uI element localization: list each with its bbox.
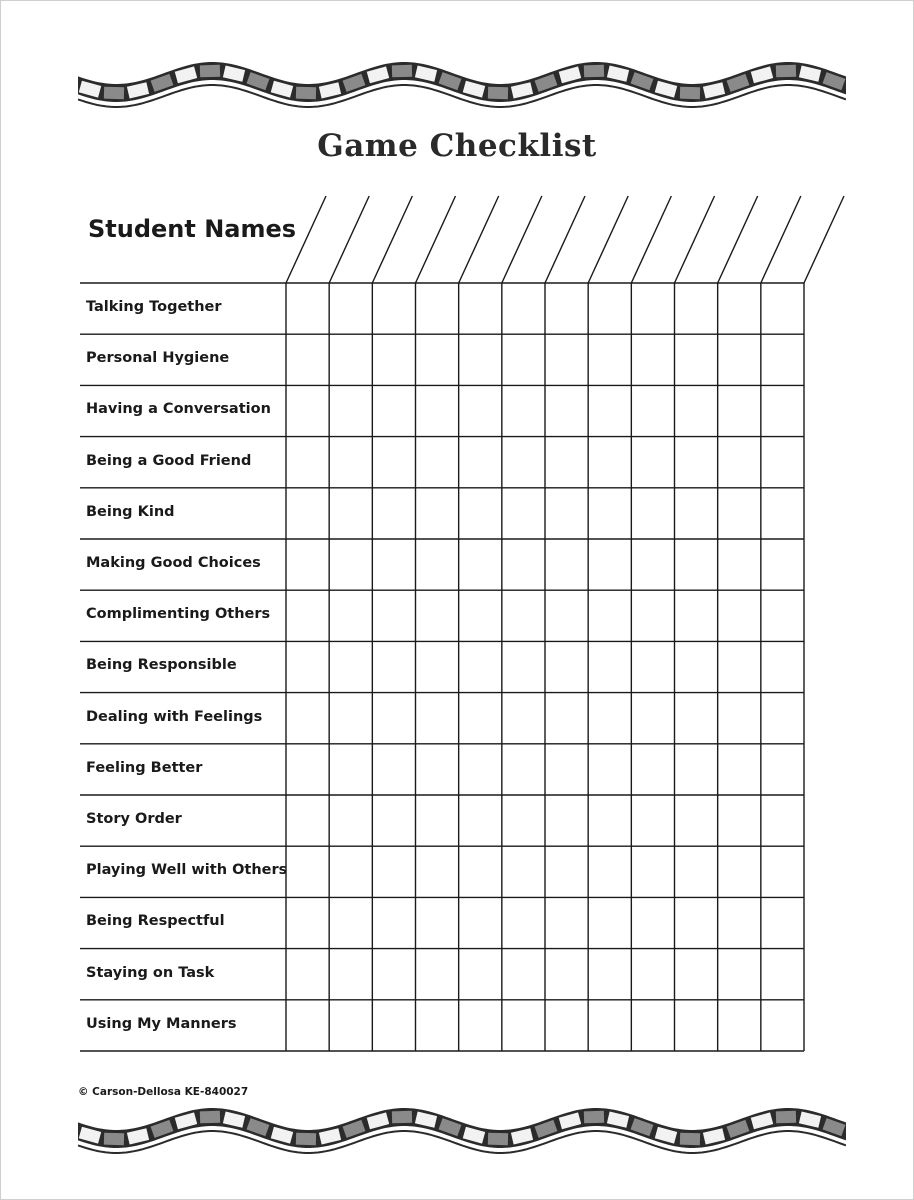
checklist-cell[interactable] xyxy=(676,489,717,538)
checklist-cell[interactable] xyxy=(546,284,587,333)
checklist-cell[interactable] xyxy=(719,284,760,333)
checklist-cell[interactable] xyxy=(546,694,587,743)
checklist-cell[interactable] xyxy=(632,950,673,999)
checklist-cell[interactable] xyxy=(330,694,371,743)
checklist-cell[interactable] xyxy=(719,386,760,435)
checklist-cell[interactable] xyxy=(330,642,371,691)
checklist-cell[interactable] xyxy=(676,335,717,384)
checklist-cell[interactable] xyxy=(762,796,803,845)
checklist-cell[interactable] xyxy=(676,898,717,947)
checklist-cell[interactable] xyxy=(589,847,630,896)
checklist-cell[interactable] xyxy=(417,950,458,999)
checklist-cell[interactable] xyxy=(373,950,414,999)
checklist-cell[interactable] xyxy=(373,1001,414,1050)
skill-row-label: Being Respectful xyxy=(86,913,225,930)
checklist-cell[interactable] xyxy=(546,796,587,845)
checklist-cell[interactable] xyxy=(287,642,328,691)
checklist-cell[interactable] xyxy=(676,745,717,794)
checklist-cell[interactable] xyxy=(762,642,803,691)
checklist-cell[interactable] xyxy=(589,591,630,640)
checklist-cell[interactable] xyxy=(287,591,328,640)
skill-row-label: Having a Conversation xyxy=(86,401,271,418)
wave-checker-block xyxy=(631,1118,654,1136)
checklist-cell[interactable] xyxy=(589,950,630,999)
checklist-cell[interactable] xyxy=(417,694,458,743)
checklist-cell[interactable] xyxy=(460,694,501,743)
checklist-cell[interactable] xyxy=(546,1001,587,1050)
wave-checker-block xyxy=(200,1111,220,1124)
checklist-cell[interactable] xyxy=(719,694,760,743)
wave-checker-block xyxy=(680,1133,700,1146)
student-name-slant-line xyxy=(675,196,715,283)
checklist-cell[interactable] xyxy=(589,540,630,589)
student-name-slant-line xyxy=(416,196,456,283)
checklist-cell[interactable] xyxy=(719,796,760,845)
checklist-cell[interactable] xyxy=(676,950,717,999)
checklist-cell[interactable] xyxy=(460,898,501,947)
wave-checker-block xyxy=(776,1111,796,1124)
checklist-cell[interactable] xyxy=(503,386,544,435)
checklist-cell[interactable] xyxy=(287,796,328,845)
checklist-cell[interactable] xyxy=(287,284,328,333)
checklist-cell[interactable] xyxy=(546,745,587,794)
checklist-cell[interactable] xyxy=(330,540,371,589)
checklist-cell[interactable] xyxy=(676,847,717,896)
checklist-cell[interactable] xyxy=(589,335,630,384)
wave-checker-block xyxy=(343,1120,366,1138)
checklist-cell[interactable] xyxy=(417,796,458,845)
checklist-cell[interactable] xyxy=(460,386,501,435)
checklist-cell[interactable] xyxy=(632,694,673,743)
checklist-cell[interactable] xyxy=(676,642,717,691)
checklist-cell[interactable] xyxy=(330,745,371,794)
checklist-cell[interactable] xyxy=(719,591,760,640)
checklist-cell[interactable] xyxy=(503,694,544,743)
checklist-cell[interactable] xyxy=(373,694,414,743)
checklist-cell[interactable] xyxy=(330,386,371,435)
wave-checker-block xyxy=(151,1120,174,1138)
checklist-cell[interactable] xyxy=(719,642,760,691)
checklist-cell[interactable] xyxy=(460,796,501,845)
skill-row-label: Dealing with Feelings xyxy=(86,708,263,725)
skill-row-label: Playing Well with Others xyxy=(86,862,288,879)
checklist-cell[interactable] xyxy=(330,950,371,999)
wave-checker-block xyxy=(535,1120,558,1138)
skill-row-label: Talking Together xyxy=(86,299,222,315)
skill-row-label: Being Responsible xyxy=(86,657,237,674)
checklist-cell[interactable] xyxy=(719,950,760,999)
checklist-cell[interactable] xyxy=(460,847,501,896)
checklist-cell[interactable] xyxy=(373,284,414,333)
skill-row-label: Feeling Better xyxy=(86,759,203,776)
checklist-cell[interactable] xyxy=(503,284,544,333)
checklist-cell[interactable] xyxy=(503,540,544,589)
skill-row-label: Complimenting Others xyxy=(86,606,271,623)
student-name-slant-line xyxy=(502,196,542,283)
checklist-cell[interactable] xyxy=(719,438,760,487)
checklist-cell[interactable] xyxy=(589,898,630,947)
checklist-cell[interactable] xyxy=(546,642,587,691)
checklist-cell[interactable] xyxy=(287,745,328,794)
checklist-cell[interactable] xyxy=(589,386,630,435)
checklist-cell[interactable] xyxy=(762,694,803,743)
wave-checker-block xyxy=(104,1133,124,1146)
checklist-cell[interactable] xyxy=(460,1001,501,1050)
checklist-cell[interactable] xyxy=(589,438,630,487)
checklist-cell[interactable] xyxy=(503,335,544,384)
checklist-cell[interactable] xyxy=(546,386,587,435)
checklist-cell[interactable] xyxy=(503,898,544,947)
checklist-cell[interactable] xyxy=(330,335,371,384)
checklist-cell[interactable] xyxy=(287,847,328,896)
checklist-cell[interactable] xyxy=(719,745,760,794)
checklist-cell[interactable] xyxy=(460,950,501,999)
checklist-cell[interactable] xyxy=(417,591,458,640)
checklist-cell[interactable] xyxy=(373,438,414,487)
skill-row-label: Personal Hygiene xyxy=(86,350,230,367)
checklist-cell[interactable] xyxy=(632,438,673,487)
checklist-cell[interactable] xyxy=(417,489,458,538)
checklist-cell[interactable] xyxy=(503,642,544,691)
checklist-cell[interactable] xyxy=(762,284,803,333)
checklist-cell[interactable] xyxy=(546,950,587,999)
checklist-cell[interactable] xyxy=(373,386,414,435)
checklist-cell[interactable] xyxy=(287,898,328,947)
checklist-cell[interactable] xyxy=(373,745,414,794)
checklist-cell[interactable] xyxy=(676,1001,717,1050)
checklist-cell[interactable] xyxy=(632,745,673,794)
checklist-cell[interactable] xyxy=(632,540,673,589)
checklist-cell[interactable] xyxy=(632,489,673,538)
student-name-slant-line xyxy=(329,196,369,283)
checklist-cell[interactable] xyxy=(460,540,501,589)
checklist-cell[interactable] xyxy=(676,591,717,640)
checklist-cell[interactable] xyxy=(632,1001,673,1050)
checklist-cell[interactable] xyxy=(417,898,458,947)
checklist-cell[interactable] xyxy=(762,898,803,947)
checklist-cell[interactable] xyxy=(330,438,371,487)
checklist-cell[interactable] xyxy=(417,540,458,589)
checklist-cell[interactable] xyxy=(546,540,587,589)
checklist-cell[interactable] xyxy=(589,284,630,333)
checklist-cell[interactable] xyxy=(460,591,501,640)
checklist-cell[interactable] xyxy=(417,284,458,333)
checklist-cell[interactable] xyxy=(762,540,803,589)
checklist-cell[interactable] xyxy=(417,386,458,435)
checklist-cell[interactable] xyxy=(676,284,717,333)
checklist-cell[interactable] xyxy=(503,796,544,845)
checklist-cell[interactable] xyxy=(676,386,717,435)
wave-checker-block xyxy=(439,1118,462,1136)
checklist-cell[interactable] xyxy=(460,745,501,794)
checklist-cell[interactable] xyxy=(287,438,328,487)
checklist-cell[interactable] xyxy=(762,386,803,435)
checklist-cell[interactable] xyxy=(762,335,803,384)
checklist-cell[interactable] xyxy=(589,745,630,794)
checklist-cell[interactable] xyxy=(546,438,587,487)
checklist-cell[interactable] xyxy=(287,489,328,538)
checklist-cell[interactable] xyxy=(676,540,717,589)
checklist-cell[interactable] xyxy=(719,847,760,896)
checklist-cell[interactable] xyxy=(676,796,717,845)
checklist-cell[interactable] xyxy=(632,898,673,947)
checklist-cell[interactable] xyxy=(373,642,414,691)
skill-row-label: Making Good Choices xyxy=(86,555,261,571)
checklist-cell[interactable] xyxy=(460,489,501,538)
checklist-cell[interactable] xyxy=(762,745,803,794)
checklist-cell[interactable] xyxy=(762,1001,803,1050)
checklist-cell[interactable] xyxy=(503,847,544,896)
checklist-cell[interactable] xyxy=(417,438,458,487)
checklist-cell[interactable] xyxy=(417,847,458,896)
bottom-wave-border xyxy=(78,1098,846,1158)
checklist-cell[interactable] xyxy=(330,796,371,845)
student-name-slant-line xyxy=(372,196,412,283)
checklist-cell[interactable] xyxy=(762,847,803,896)
skill-row-label: Staying on Task xyxy=(86,964,215,981)
checklist-cell[interactable] xyxy=(719,489,760,538)
checklist-cell[interactable] xyxy=(589,489,630,538)
wave-checker-block xyxy=(823,1118,846,1136)
checklist-cell[interactable] xyxy=(632,796,673,845)
checklist-cell[interactable] xyxy=(546,335,587,384)
student-name-slant-line xyxy=(718,196,758,283)
checklist-cell[interactable] xyxy=(762,591,803,640)
checklist-cell[interactable] xyxy=(546,847,587,896)
checklist-cell[interactable] xyxy=(287,950,328,999)
checklist-cell[interactable] xyxy=(460,642,501,691)
checklist-cell[interactable] xyxy=(503,438,544,487)
checklist-cell[interactable] xyxy=(503,745,544,794)
checklist-cell[interactable] xyxy=(503,1001,544,1050)
checklist-cell[interactable] xyxy=(330,489,371,538)
checklist-cell[interactable] xyxy=(632,284,673,333)
checklist-cell[interactable] xyxy=(632,335,673,384)
checklist-cell[interactable] xyxy=(546,591,587,640)
page-title: Game Checklist xyxy=(317,128,597,164)
checklist-cell[interactable] xyxy=(417,335,458,384)
checklist-cell[interactable] xyxy=(676,438,717,487)
checklist-cell[interactable] xyxy=(546,898,587,947)
student-name-slant-line xyxy=(459,196,499,283)
student-name-slant-line xyxy=(588,196,628,283)
checklist-cell[interactable] xyxy=(287,335,328,384)
checklist-cell[interactable] xyxy=(417,1001,458,1050)
student-name-slant-line xyxy=(286,196,326,283)
checklist-cell[interactable] xyxy=(330,591,371,640)
skill-row-label: Being a Good Friend xyxy=(86,452,252,469)
wave-checker-block xyxy=(247,1118,270,1136)
checklist-cell[interactable] xyxy=(373,796,414,845)
wave-checker-block xyxy=(727,1120,750,1138)
wave-checker-block xyxy=(584,1111,604,1124)
checklist-cell[interactable] xyxy=(632,642,673,691)
checklist-cell[interactable] xyxy=(503,950,544,999)
checklist-cell[interactable] xyxy=(460,284,501,333)
skill-row-label: Using My Manners xyxy=(86,1015,237,1032)
wave-checker-block xyxy=(392,1111,412,1124)
checklist-cell[interactable] xyxy=(546,489,587,538)
checklist-cell[interactable] xyxy=(676,694,717,743)
checklist-cell[interactable] xyxy=(460,335,501,384)
checklist-cell[interactable] xyxy=(762,950,803,999)
checklist-cell[interactable] xyxy=(632,847,673,896)
student-name-slant-line xyxy=(761,196,801,283)
checklist-cell[interactable] xyxy=(287,540,328,589)
checklist-cell[interactable] xyxy=(417,642,458,691)
checklist-cell[interactable] xyxy=(719,1001,760,1050)
checklist-cell[interactable] xyxy=(373,591,414,640)
checklist-cell[interactable] xyxy=(330,284,371,333)
checklist-cell[interactable] xyxy=(762,438,803,487)
student-name-slant-line xyxy=(804,196,844,283)
checklist-cell[interactable] xyxy=(589,796,630,845)
checklist-cell[interactable] xyxy=(287,1001,328,1050)
checklist-cell[interactable] xyxy=(589,1001,630,1050)
checklist-cell[interactable] xyxy=(762,489,803,538)
checklist-cell[interactable] xyxy=(460,438,501,487)
skill-row-label: Story Order xyxy=(86,811,182,827)
checklist-cell[interactable] xyxy=(373,489,414,538)
checklist-cell[interactable] xyxy=(503,591,544,640)
skill-row-label: Being Kind xyxy=(86,503,175,520)
checklist-cell[interactable] xyxy=(287,694,328,743)
checklist-cell[interactable] xyxy=(719,540,760,589)
checklist-cell[interactable] xyxy=(417,745,458,794)
checklist-cell[interactable] xyxy=(373,847,414,896)
checklist-cell[interactable] xyxy=(330,898,371,947)
checklist-cell[interactable] xyxy=(373,540,414,589)
wave-checker-block xyxy=(296,1133,316,1146)
checklist-cell[interactable] xyxy=(589,694,630,743)
student-name-slant-line xyxy=(545,196,585,283)
checklist-cell[interactable] xyxy=(330,1001,371,1050)
student-names-heading: Student Names xyxy=(88,215,297,243)
student-name-slant-line xyxy=(631,196,671,283)
checklist-cell[interactable] xyxy=(330,847,371,896)
checklist-cell[interactable] xyxy=(632,386,673,435)
checklist-cell[interactable] xyxy=(632,591,673,640)
checklist-cell[interactable] xyxy=(589,642,630,691)
checklist-cell[interactable] xyxy=(373,898,414,947)
checklist-cell[interactable] xyxy=(287,386,328,435)
checklist-cell[interactable] xyxy=(719,898,760,947)
checklist-cell[interactable] xyxy=(373,335,414,384)
copyright-notice: © Carson-Dellosa KE-840027 xyxy=(78,1086,249,1098)
checklist-cell[interactable] xyxy=(503,489,544,538)
checklist-cell[interactable] xyxy=(719,335,760,384)
wave-checker-block xyxy=(488,1133,508,1146)
